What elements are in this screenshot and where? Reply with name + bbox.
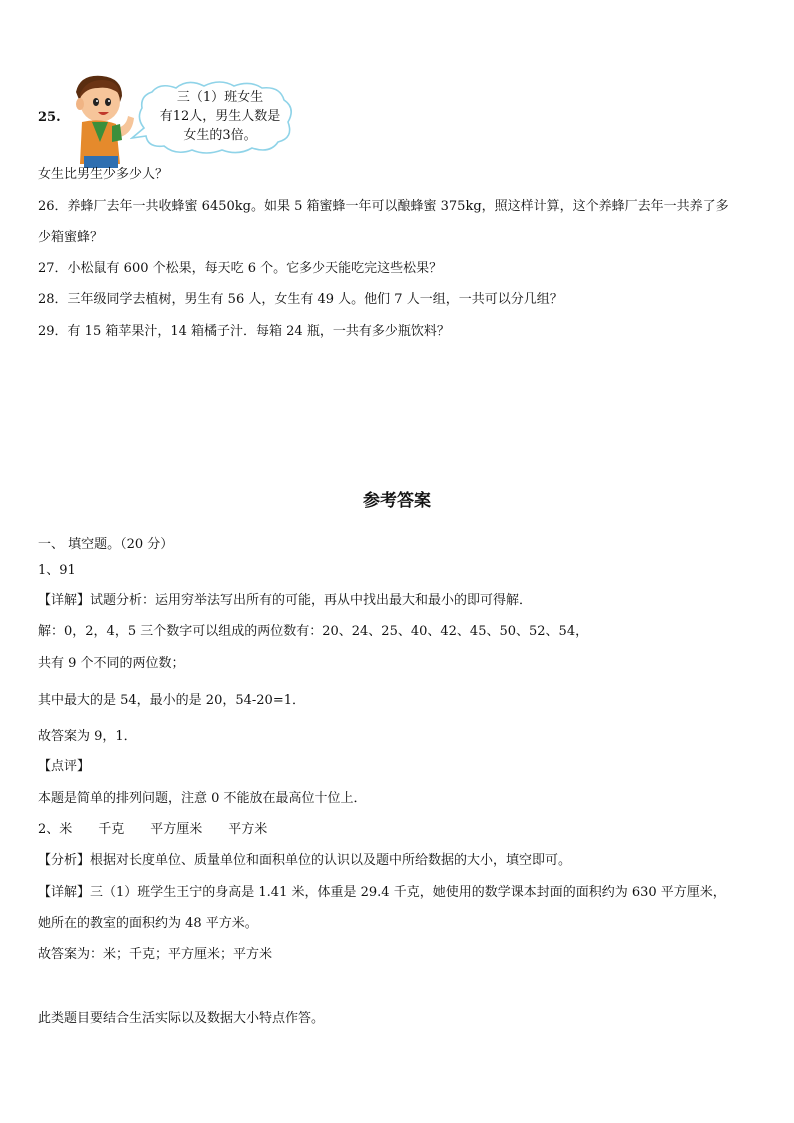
answer-2-analysis: 【分析】根据对长度单位、质量单位和面积单位的认识以及题中所给数据的大小，填空即可。 (38, 853, 572, 868)
section-1-heading: 一、 填空题。（20 分） (38, 537, 174, 552)
boy-illustration (62, 72, 136, 168)
answer-2-answer: 故答案为：米；千克；平方厘米；平方米 (38, 947, 273, 962)
answer-2-note: 此类题目要结合生活实际以及数据大小特点作答。 (38, 1011, 325, 1026)
answer-2-detail-line-1: 【详解】三（1）班学生王宁的身高是 1.41 米，体重是 29.4 千克，她使用的数学课本封面的面积约为 630 平方厘米， (38, 885, 726, 900)
bubble-line: 三（1）班女生 (176, 90, 264, 105)
answer-1-answer: 故答案为 9，1． (38, 729, 137, 744)
bubble-line: 有12人，男生人数是 (159, 109, 281, 124)
question-26-line-2: 少箱蜜蜂？ (38, 230, 104, 245)
answer-2-head: 2、米 千克 平方厘米 平方米 (38, 822, 268, 837)
bubble-line: 女生的3倍。 (183, 128, 257, 143)
answer-1-comment-tag: 【点评】 (38, 759, 91, 774)
question-27: 27．小松鼠有 600 个松果，每天吃 6 个。它多少天能吃完这些松果？ (38, 261, 443, 276)
speech-bubble-text (150, 88, 290, 145)
answer-1-detail: 【详解】试题分析：运用穷举法写出所有的可能，再从中找出最大和最小的即可得解． (38, 593, 533, 608)
answer-1-solution: 解：0，2，4，5 三个数字可以组成的两位数有：20、24、25、40、42、45、50、52、54， (38, 624, 589, 639)
question-25-text: 女生比男生少多少人？ (38, 167, 169, 182)
question-25-number: 25. (38, 110, 61, 125)
answers-title: 参考答案 (363, 491, 431, 511)
answer-1-comment: 本题是简单的排列问题，注意 0 不能放在最高位十位上． (38, 791, 367, 806)
question-28: 28．三年级同学去植树，男生有 56 人，女生有 49 人。他们 7 人一组，一共可以分几组？ (38, 292, 563, 307)
answer-1-count: 共有 9 个不同的两位数； (38, 656, 185, 671)
answer-1-head: 1、91 (38, 563, 76, 578)
question-29: 29．有 15 箱苹果汁，14 箱橘子汁．每箱 24 瓶，一共有多少瓶饮料？ (38, 324, 450, 339)
answer-2-detail-line-2: 她所在的教室的面积约为 48 平方米。 (38, 916, 258, 931)
question-26-line-1: 26．养蜂厂去年一共收蜂蜜 6450kg。如果 5 箱蜜蜂一年可以酿蜂蜜 375kg，照这样计算，这个养蜂厂去年一共养了多 (38, 199, 729, 214)
answer-1-max-min: 其中最大的是 54，最小的是 20，54-20=1． (38, 693, 305, 708)
